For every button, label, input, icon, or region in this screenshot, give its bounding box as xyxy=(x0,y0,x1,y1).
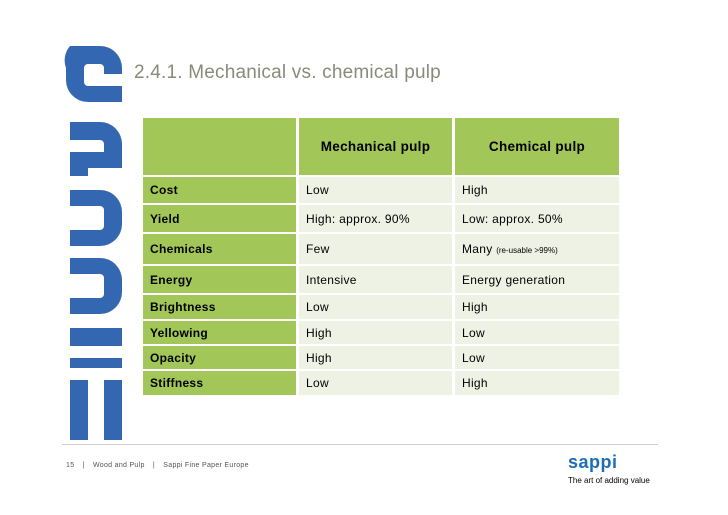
footer-company: Sappi Fine Paper Europe xyxy=(163,462,249,469)
table-header-row xyxy=(143,118,619,177)
header-chemical-pulp: Chemical pulp xyxy=(455,118,619,177)
mechanical-value: Low xyxy=(299,295,455,321)
footer xyxy=(66,462,255,469)
chemical-value-text: Low xyxy=(462,325,485,340)
table-row xyxy=(143,295,619,321)
row-label: Chemicals xyxy=(143,234,299,266)
row-label: Brightness xyxy=(143,295,299,321)
footer-page-number: 15 xyxy=(66,462,75,469)
chemical-value xyxy=(455,234,619,266)
mechanical-value: High xyxy=(299,346,455,371)
mechanical-value: High xyxy=(299,321,455,346)
chemical-value xyxy=(455,177,619,205)
header-mechanical-pulp: Mechanical pulp xyxy=(299,118,455,177)
chemical-value xyxy=(455,205,619,234)
chemical-value xyxy=(455,321,619,346)
chemical-value-text: High xyxy=(462,300,488,314)
sappi-watermark-logo xyxy=(40,22,140,442)
footer-divider xyxy=(62,444,658,445)
mechanical-value: Low xyxy=(299,177,455,205)
row-label: Cost xyxy=(143,177,299,205)
chemical-value-text: Energy generation xyxy=(462,272,566,287)
chemical-value-note: (re-usable >99%) xyxy=(496,246,558,255)
chemical-value-text: Low: approx. 50% xyxy=(462,211,563,226)
chemical-value-text: Low xyxy=(462,350,485,365)
table-row xyxy=(143,177,619,205)
row-label: Energy xyxy=(143,266,299,295)
mechanical-value: Few xyxy=(299,234,455,266)
chemical-value xyxy=(455,266,619,295)
header-blank-cell xyxy=(143,118,299,177)
chemical-value xyxy=(455,346,619,371)
chemical-value xyxy=(455,371,619,397)
row-label: Yield xyxy=(143,205,299,234)
table-row xyxy=(143,321,619,346)
brand-name: sappi xyxy=(568,452,618,472)
row-label: Opacity xyxy=(143,346,299,371)
footer-separator: | xyxy=(82,462,85,469)
table-row xyxy=(143,205,619,234)
chemical-value-text: High xyxy=(462,183,488,197)
table-row xyxy=(143,346,619,371)
chemical-value xyxy=(455,295,619,321)
mechanical-value: Low xyxy=(299,371,455,397)
row-label: Yellowing xyxy=(143,321,299,346)
chemical-value-text: Many xyxy=(462,242,493,256)
row-label: Stiffness xyxy=(143,371,299,397)
brand-logo xyxy=(566,452,658,488)
comparison-table xyxy=(143,118,619,397)
table-row xyxy=(143,266,619,295)
slide-title: 2.4.1. Mechanical vs. chemical pulp xyxy=(134,62,441,83)
mechanical-value: High: approx. 90% xyxy=(299,205,455,234)
table-row xyxy=(143,371,619,397)
table-row xyxy=(143,234,619,266)
footer-separator: | xyxy=(152,462,156,469)
mechanical-value: Intensive xyxy=(299,266,455,295)
chemical-value-text: High xyxy=(462,376,488,390)
brand-tagline: The art of adding value xyxy=(568,476,650,485)
footer-section: Wood and Pulp xyxy=(93,462,145,469)
